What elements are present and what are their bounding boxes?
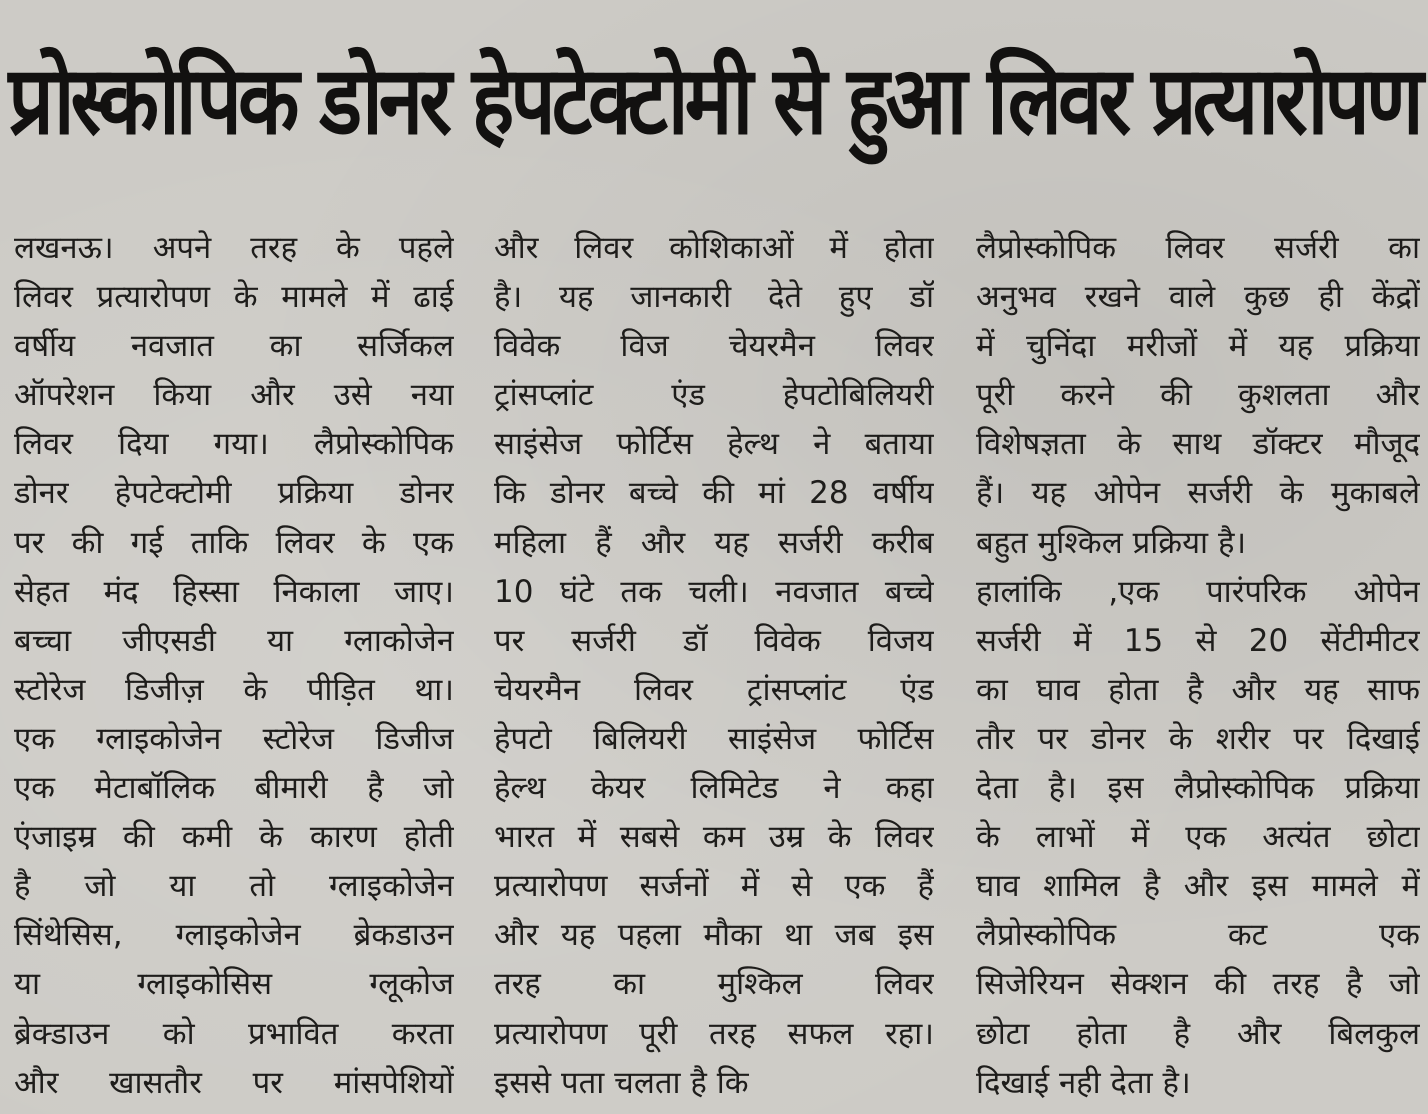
article-line: ब्रेक्डाउन को प्रभावित करता [14, 1015, 454, 1052]
article-line: हैं। यह ओपेन सर्जरी के मुकाबले [976, 475, 1420, 512]
article-column-3 [976, 224, 1420, 1110]
article-line: ट्रांसप्लांट एंड हेपटोबिलियरी [494, 377, 934, 414]
article-line: साइंसेज फोर्टिस हेल्थ ने बताया [494, 426, 934, 463]
article-line: लखनऊ। अपने तरह के पहले [14, 230, 454, 266]
article-column-2 [494, 224, 934, 1110]
article-line: ऑपरेशन किया और उसे नया [14, 377, 454, 414]
article-line: अनुभव रखने वाले कुछ ही केंद्रों [976, 279, 1420, 316]
article-line: हेपटो बिलियरी साइंसेज फोर्टिस [494, 720, 934, 757]
article-line: सिजेरियन सेक्शन की तरह है जो [976, 966, 1420, 1003]
article-line: या ग्लाइकोसिस ग्लूकोज [14, 966, 454, 1003]
article-column-1 [14, 224, 454, 1110]
article-line: दिखाई नही देता है। [976, 1064, 1191, 1101]
article-line: प्रत्यारोपण सर्जनों में से एक हैं [494, 868, 934, 905]
article-line: में चुनिंदा मरीजों में यह प्रक्रिया [976, 328, 1420, 365]
article-line: छोटा होता है और बिलकुल [976, 1015, 1420, 1052]
article-line: है। यह जानकारी देते हुए डॉ [494, 279, 934, 316]
article-line: तरह का मुश्किल लिवर [494, 966, 934, 1003]
article-line: के लाभों में एक अत्यंत छोटा [976, 819, 1420, 856]
article-line: और यह पहला मौका था जब इस [494, 917, 934, 954]
article-line: डोनर हेपटेक्टोमी प्रक्रिया डोनर [14, 475, 454, 512]
article-line: है जो या तो ग्लाइकोजेन [14, 868, 454, 905]
article-line: एक मेटाबॉलिक बीमारी है जो [14, 770, 454, 807]
article-line: और लिवर कोशिकाओं में होता [494, 230, 934, 266]
article-line: पर सर्जरी डॉ विवेक विजय [494, 622, 934, 659]
article-line: पर की गई ताकि लिवर के एक [14, 524, 454, 561]
article-line: सर्जरी में 15 से 20 सेंटीमीटर [976, 622, 1420, 659]
article-line: कि डोनर बच्चे की मां 28 वर्षीय [494, 475, 934, 512]
article-line: स्टोरेज डिजीज़ के पीड़ित था। [14, 671, 454, 708]
article-line: 10 घंटे तक चली। नवजात बच्चे [494, 573, 934, 610]
article-line: चेयरमैन लिवर ट्रांसप्लांट एंड [494, 671, 934, 708]
article-line: घाव शामिल है और इस मामले में [976, 868, 1420, 905]
article-line: बच्चा जीएसडी या ग्लाकोजेन [14, 622, 454, 659]
article-line: और खासतौर पर मांसपेशियों [14, 1064, 454, 1101]
article-line: विवेक विज चेयरमैन लिवर [494, 328, 934, 365]
article-line: विशेषज्ञता के साथ डॉक्टर मौजूद [976, 426, 1420, 463]
article-line: हालांकि ,एक पारंपरिक ओपेन [976, 573, 1420, 610]
article-line: एक ग्लाइकोजेन स्टोरेज डिजीज [14, 720, 454, 757]
article-line: तौर पर डोनर के शरीर पर दिखाई [976, 720, 1420, 757]
article-line: लिवर प्रत्यारोपण के मामले में ढाई [14, 279, 454, 316]
article-line: सिंथेसिस, ग्लाइकोजेन ब्रेकडाउन [14, 917, 454, 954]
article-line: लैप्रोस्कोपिक कट एक [976, 917, 1420, 954]
article-line: भारत में सबसे कम उम्र के लिवर [494, 819, 934, 856]
article-line: महिला हैं और यह सर्जरी करीब [494, 524, 934, 561]
article-line: पूरी करने की कुशलता और [976, 377, 1420, 414]
article-line: देता है। इस लैप्रोस्कोपिक प्रक्रिया [976, 770, 1420, 807]
article-line: लैप्रोस्कोपिक लिवर सर्जरी का [976, 230, 1420, 266]
article-line: एंजाइम्र की कमी के कारण होती [14, 819, 454, 856]
article-line: बहुत मुश्किल प्रक्रिया है। [976, 524, 1247, 561]
headline: प्रोस्कोपिक डोनर हेपटेक्टोमी से हुआ लिवर प्रत्यारोपण [8, 45, 1420, 156]
article-line: वर्षीय नवजात का सर्जिकल [14, 328, 454, 365]
article-line: हेल्थ केयर लिमिटेड ने कहा [494, 770, 934, 807]
article-line: सेहत मंद हिस्सा निकाला जाए। [14, 573, 454, 610]
article-line: का घाव होता है और यह साफ [976, 671, 1420, 708]
article-line: प्रत्यारोपण पूरी तरह सफल रहा। [494, 1015, 934, 1052]
article-line: लिवर दिया गया। लैप्रोस्कोपिक [14, 426, 454, 463]
article-line: इससे पता चलता है कि [494, 1064, 749, 1101]
